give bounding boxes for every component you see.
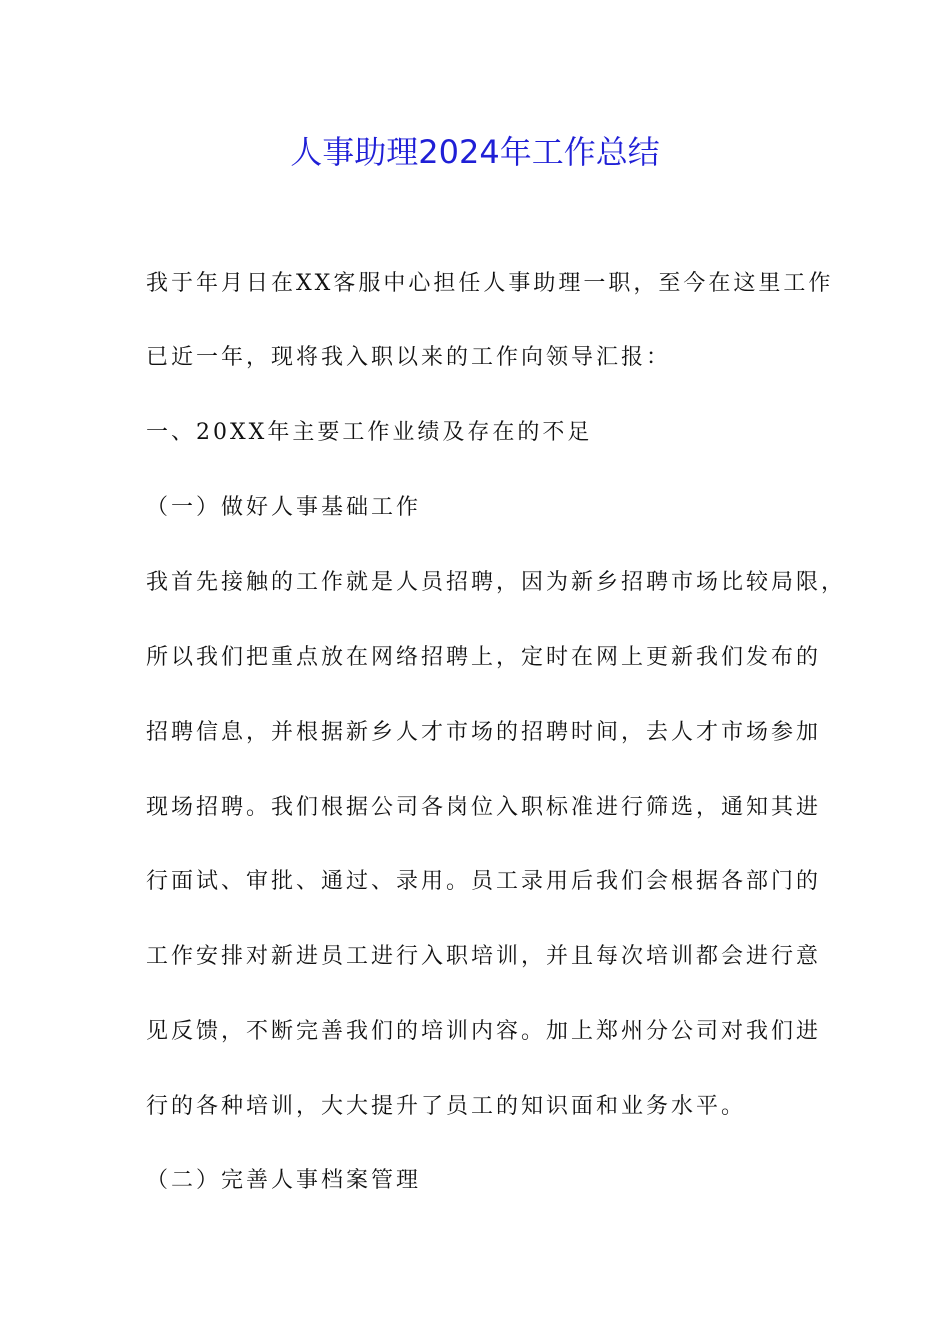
paragraph-line: 行的各种培训，大大提升了员工的知识面和业务水平。 xyxy=(146,1094,747,1119)
paragraph-line: 我首先接触的工作就是人员招聘，因为新乡招聘市场比较局限， xyxy=(146,570,847,595)
paragraph-line: 招聘信息，并根据新乡人才市场的招聘时间，去人才市场参加 xyxy=(146,720,822,745)
paragraph-line: 工作安排对新进员工进行入职培训，并且每次培训都会进行意 xyxy=(146,944,822,969)
paragraph-line: 见反馈，不断完善我们的培训内容。加上郑州分公司对我们进 xyxy=(146,1019,822,1044)
paragraph-line: 现场招聘。我们根据公司各岗位入职标准进行筛选，通知其进 xyxy=(146,795,822,820)
subsection-heading: （一）做好人事基础工作 xyxy=(146,495,422,520)
paragraph-line: 行面试、审批、通过、录用。员工录用后我们会根据各部门的 xyxy=(146,869,822,894)
document-title: 人事助理2024年工作总结 xyxy=(290,133,660,171)
section-heading: 一、20XX年主要工作业绩及存在的不足 xyxy=(146,420,593,445)
paragraph-line: 我于年月日在XX客服中心担任人事助理一职，至今在这里工作 xyxy=(146,271,834,296)
paragraph-line: 已近一年，现将我入职以来的工作向领导汇报： xyxy=(146,345,672,370)
paragraph-line: 所以我们把重点放在网络招聘上，定时在网上更新我们发布的 xyxy=(146,645,822,670)
subsection-heading: （二）完善人事档案管理 xyxy=(146,1168,422,1193)
